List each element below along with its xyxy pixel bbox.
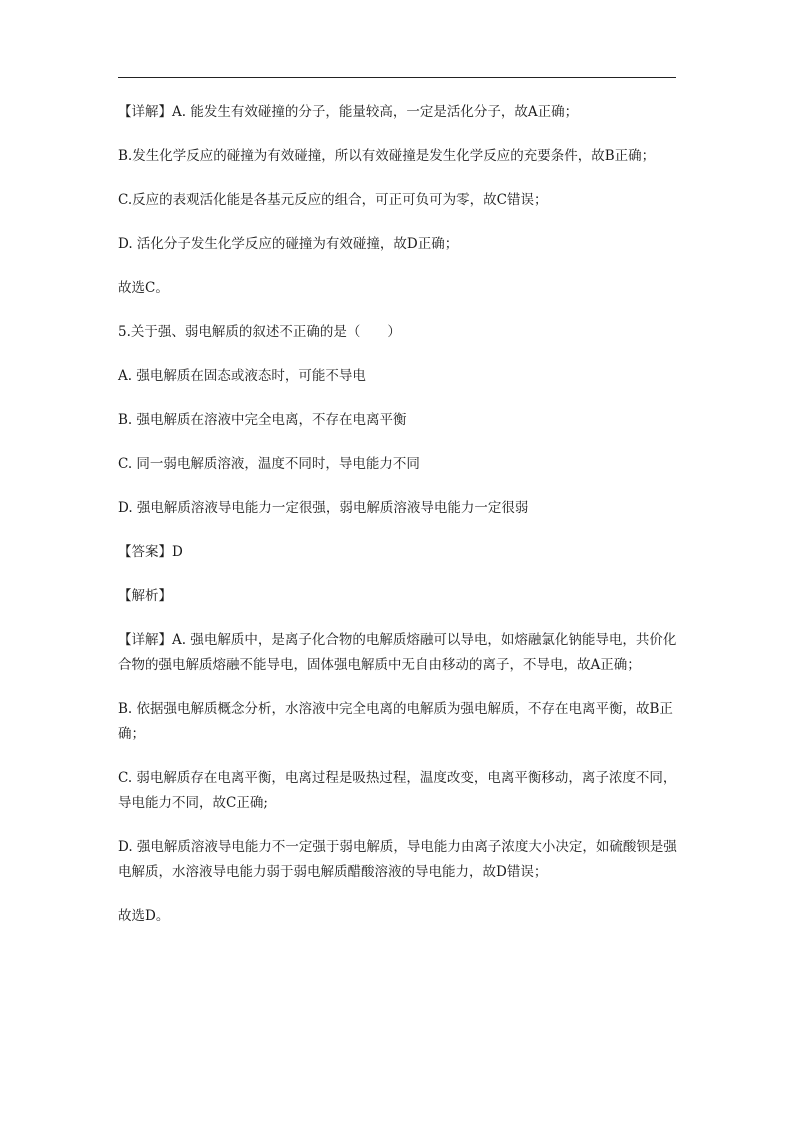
conclusion-q4: 故选C。 <box>118 280 169 296</box>
explanation-option-b: B.发生化学反应的碰撞为有效碰撞，所以有效碰撞是发生化学反应的充要条件，故B正确； <box>118 148 656 164</box>
question-5-stem: 5.关于强、弱电解质的叙述不正确的是（ ） <box>118 324 401 340</box>
answer-label: 【答案】D <box>118 544 183 560</box>
document-body <box>118 100 678 929</box>
analysis-label: 【解析】 <box>118 588 172 604</box>
question-5-option-d: D. 强电解质溶液导电能力一定很强，弱电解质溶液导电能力一定很弱 <box>118 500 529 516</box>
explanation-option-c: C.反应的表观活化能是各基元反应的组合，可正可负可为零，故C错误； <box>118 192 548 208</box>
question-5-option-c: C. 同一弱电解质溶液，温度不同时，导电能力不同 <box>118 456 420 472</box>
q5-explanation-c: C. 弱电解质存在电离平衡，电离过程是吸热过程，温度改变，电离平衡移动，离子浓度不同，导电能力不同，故C正确; <box>118 770 677 811</box>
q5-explanation-b: B. 依据强电解质概念分析，水溶液中完全电离的电解质为强电解质，不存在电离平衡，故B正确； <box>118 701 673 742</box>
q5-explanation-a: 【详解】A. 强电解质中，是离子化合物的电解质熔融可以导电，如熔融氯化钠能导电，共价化合物的强电解质熔融不能导电，固体强电解质中无自由移动的离子，不导电，故A正确； <box>118 632 677 673</box>
explanation-option-d: D. 活化分子发生化学反应的碰撞为有效碰撞，故D正确； <box>118 236 459 252</box>
question-5-option-b: B. 强电解质在溶液中完全电离，不存在电离平衡 <box>118 412 407 428</box>
explanation-option-a: 【详解】A. 能发生有效碰撞的分子，能量较高，一定是活化分子，故A正确； <box>118 104 579 120</box>
question-5-option-a: A. 强电解质在固态或液态时，可能不导电 <box>118 368 366 384</box>
header-rule <box>118 77 676 78</box>
conclusion-q5: 故选D。 <box>118 908 170 924</box>
q5-explanation-d: D. 强电解质溶液导电能力不一定强于弱电解质，导电能力由离子浓度大小决定，如硫酸钡是强电解质，水溶液导电能力弱于弱电解质醋酸溶液的导电能力，故D错误； <box>118 839 677 880</box>
